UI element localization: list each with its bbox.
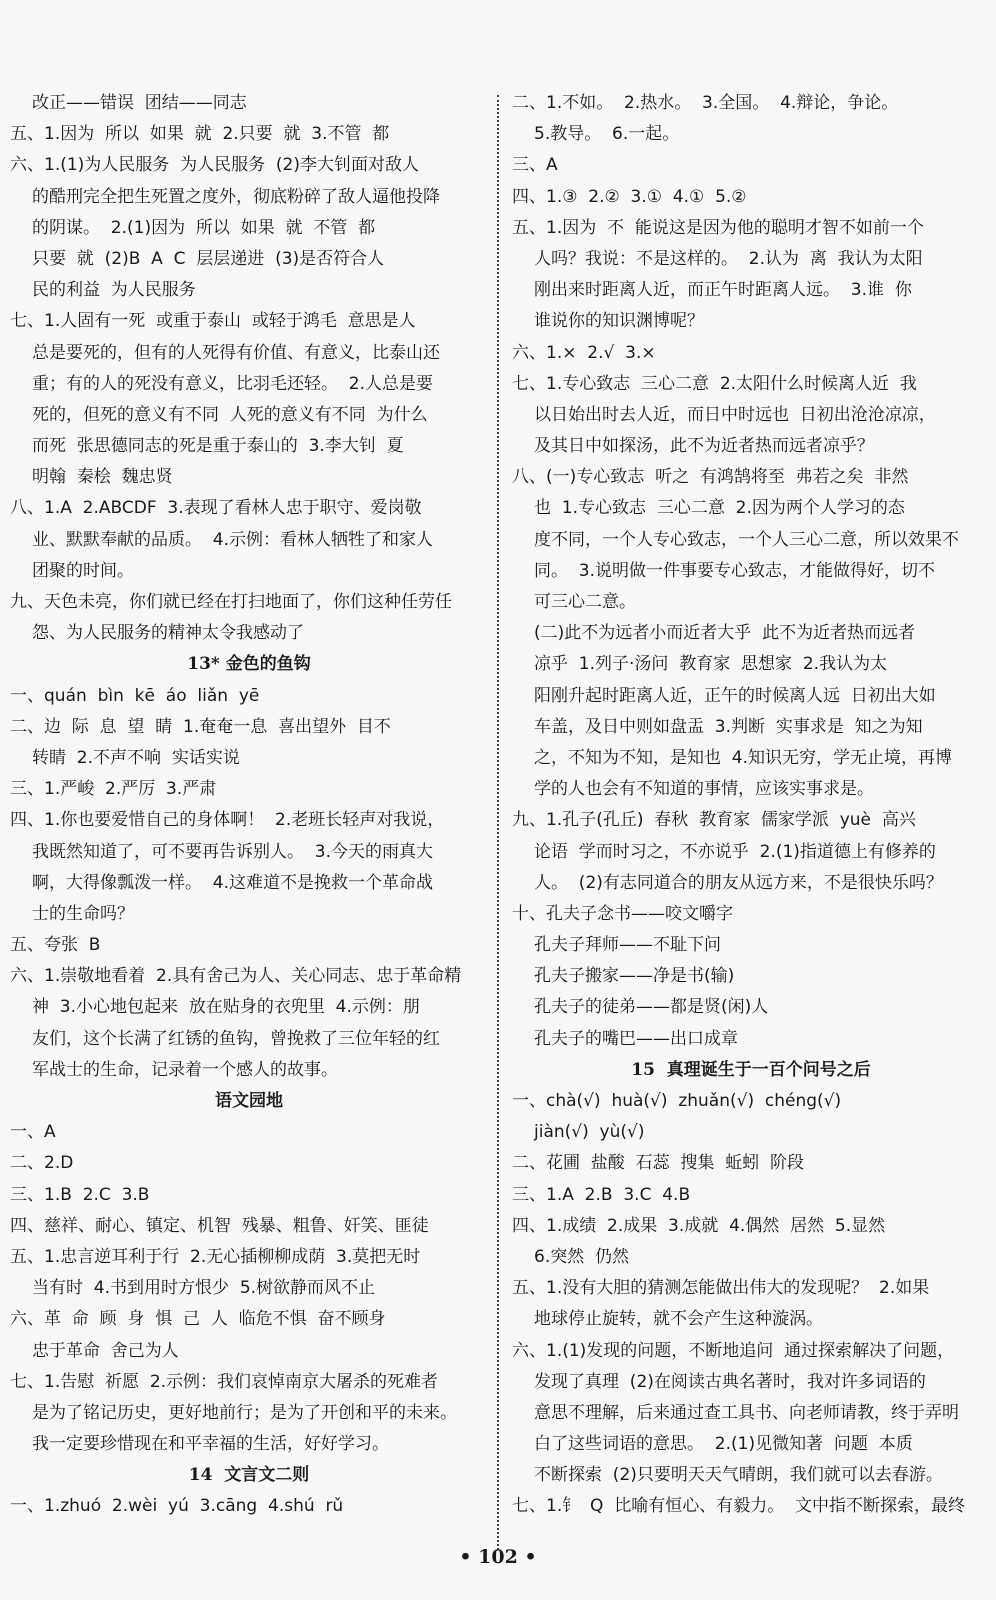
answer-line: 一、A [10,1122,56,1143]
answer-line: 刚出来时距离人近，而正午时距离人远。 3.谁 你 [534,280,912,301]
answer-line: 当有时 4.书到用时方恨少 5.树欲静而风不止 [32,1278,376,1299]
answer-line: 八、1.A 2.ABCDF 3.表现了看林人忠于职守、爱岗敬 [10,498,422,519]
answer-line: 以日始出时去人近，而日中时远也 日初出沧沧凉凉， [534,404,936,425]
answer-line: 十、孔夫子念书——咬文嚼字 [512,903,733,924]
answer-line: 六、革 命 顾 身 惧 己 人 临危不惧 奋不顾身 [10,1309,386,1330]
answer-line: 而死 张思德同志的死是重于泰山的 3.李大钊 夏 [32,436,404,457]
answer-line: 阳刚升起时距离人近，正午的时候离人远 日初出大如 [534,685,936,706]
answer-line: 六、1.(1)为人民服务 为人民服务 (2)李大钊面对敌人 [10,155,419,176]
answer-line: 二、1.不如。 2.热水。 3.全国。 4.辩论，争论。 [512,93,899,113]
answer-line: 明翰 秦桧 魏忠贤 [32,467,173,488]
answer-line: 九、天色未亮，你们就已经在打扫地面了，你们这种任劳任 [10,592,452,612]
answer-line: 孔夫子搬家——净是书(输) [534,966,735,987]
answer-line: 度不同，一个人专心致志，一个人三心二意，所以效果不 [534,529,959,550]
answer-line: 6.突然 仍然 [534,1246,630,1267]
page-number: • 102 • [459,1546,537,1568]
section-title: 语文园地 [215,1091,283,1111]
answer-line: 六、1.(1)发现的问题，不断地追问 通过探索解决了问题， [512,1340,955,1361]
answer-line: 七、1.钅 Q 比喻有恒心、有毅力。 文中指不断探索，最终 [512,1496,966,1517]
answer-line: 业、默默奉献的品质。 4.示例：看林人牺牲了和家人 [32,529,434,550]
answer-line: 5.教导。 6.一起。 [534,124,680,145]
answer-line: 六、1.× 2.√ 3.× [512,342,656,363]
answer-line: 二、2.D [10,1153,74,1174]
answer-line: 二、花圃 盐酸 石蕊 搜集 蚯蚓 阶段 [512,1153,805,1174]
answer-line: 学的人也会有不知道的事情，应该实事求是。 [534,779,874,800]
answer-line: 总是要死的，但有的人死得有价值、有意义，比泰山还 [32,342,440,363]
answer-line: 可三心二意。 [534,592,636,612]
answer-line: 孔夫子的徒弟——都是贤(闲)人 [534,997,769,1018]
answer-line: 我一定要珍惜现在和平幸福的生活，好好学习。 [32,1434,389,1455]
answer-line: 白了这些词语的意思。 2.(1)见微知著 问题 本质 [534,1434,913,1455]
answer-line: 车盖，及日中则如盘盂 3.判断 实事求是 知之为知 [534,716,923,737]
answer-line: 民的利益 为人民服务 [32,280,196,301]
section-title: 13* 金色的鱼钩 [187,654,311,675]
answer-line: 二、边 际 息 望 睛 1.奄奄一息 喜出望外 目不 [10,716,391,737]
answer-line: 一、1.zhuó 2.wèi yú 3.cāng 4.shú rǔ [10,1496,344,1517]
answer-line: jiàn(√) yù(√) [534,1122,645,1143]
answer-line: 九、1.孔子(孔丘) 春秋 教育家 儒家学派 yuè 高兴 [512,810,916,831]
answer-line: 谁说你的知识渊博呢？ [534,311,704,332]
answer-line: 论语 学而时习之，不亦说乎 2.(1)指道德上有修养的 [534,841,936,862]
answer-line: 只要 就 (2)B A C 层层递进 (3)是否符合人 [32,248,385,269]
section-title: 14 文言文二则 [188,1465,310,1486]
answer-line: 发现了真理 (2)在阅读古典名著时，我对许多词语的 [534,1371,926,1392]
answer-line: 重；有的人的死没有意义，比羽毛还轻。 2.人总是要 [32,373,434,394]
answer-line: 啊，大得像瓢泼一样。 4.这难道不是挽救一个革命战 [32,872,434,893]
answer-line: 及其日中如探汤，此不为近者热而远者凉乎？ [534,436,874,457]
answer-line: 的酷刑完全把生死置之度外，彻底粉碎了敌人逼他投降 [32,186,440,207]
answer-line: 三、A [512,155,558,176]
answer-line: 五、1.因为 不 能说这是因为他的聪明才智不如前一个 [512,217,924,238]
answer-line: (二)此不为远者小而近者大乎 此不为近者热而远者 [534,623,916,644]
answer-line: 军战士的生命，记录着一个感人的故事。 [32,1059,338,1080]
answer-line: 之，不知为不知，是知也 4.知识无穷，学无止境，再博 [534,747,953,768]
column-divider [497,95,499,1550]
answer-line: 也 1.专心致志 三心二意 2.因为两个人学习的态 [534,498,905,519]
answer-line: 同。 3.说明做一件事要专心致志，才能做得好，切不 [534,560,936,581]
answer-column-left [10,88,488,1523]
answer-line: 地球停止旋转，就不会产生这种漩涡。 [534,1309,823,1330]
answer-line: 三、1.A 2.B 3.C 4.B [512,1184,691,1205]
answer-line: 不断探索 (2)只要明天天气晴朗，我们就可以去春游。 [534,1465,943,1486]
answer-line: 八、(一)专心致志 听之 有鸿鹄将至 弗若之矣 非然 [512,467,909,488]
answer-line: 神 3.小心地包起来 放在贴身的衣兜里 4.示例：朋 [32,997,420,1018]
answer-line: 四、1.成绩 2.成果 3.成就 4.偶然 居然 5.显然 [512,1215,886,1236]
answer-line: 七、1.专心致志 三心二意 2.太阳什么时候离人近 我 [512,373,917,394]
answer-line: 团聚的时间。 [32,560,134,581]
answer-line: 人。 (2)有志同道合的朋友从远方来，不是很快乐吗？ [534,872,943,893]
answer-line: 人吗？我说：不是这样的。 2.认为 离 我认为太阳 [534,248,923,269]
answer-line: 一、quán bìn kē áo liǎn yē [10,685,260,706]
answer-line: 凉乎 1.列子·汤问 教育家 思想家 2.我认为太 [534,654,888,675]
answer-line: 一、chà(√) huà(√) zhuǎn(√) chéng(√) [512,1091,842,1111]
answer-line: 四、慈祥、耐心、镇定、机智 残暴、粗鲁、奸笑、匪徒 [10,1215,429,1236]
answer-line: 五、夸张 B [10,935,101,956]
answer-line: 意思不理解，后来通过查工具书、向老师请教，终于弄明 [534,1402,959,1423]
answer-line: 三、1.严峻 2.严厉 3.严肃 [10,779,217,800]
answer-line: 四、1.你也要爱惜自己的身体啊！ 2.老班长轻声对我说， [10,810,445,831]
answer-line: 七、1.人固有一死 或重于泰山 或轻于鸿毛 意思是人 [10,311,416,332]
answer-line: 忠于革命 舍己为人 [32,1340,179,1361]
answer-line: 孔夫子拜师——不耻下问 [534,935,721,956]
answer-line: 三、1.B 2.C 3.B [10,1184,150,1205]
answer-line: 五、1.没有大胆的猜测怎能做出伟大的发现呢？ 2.如果 [512,1278,930,1299]
answer-line: 孔夫子的嘴巴——出口成章 [534,1028,738,1049]
answer-column-right [512,88,990,1523]
answer-line: 我既然知道了，可不要再告诉别人。 3.今天的雨真大 [32,841,434,862]
answer-line: 六、1.崇敬地看着 2.具有舍己为人、关心同志、忠于革命精 [10,966,462,987]
answer-line: 七、1.告慰 祈愿 2.示例：我们哀悼南京大屠杀的死难者 [10,1371,439,1392]
answer-line: 改正——错误 团结——同志 [32,93,247,113]
answer-line: 五、1.因为 所以 如果 就 2.只要 就 3.不管 都 [10,124,390,145]
answer-line: 是为了铭记历史，更好地前行；是为了开创和平的未来。 [32,1402,457,1423]
answer-line: 怨、为人民服务的精神太令我感动了 [32,623,304,644]
answer-line: 士的生命吗？ [32,903,134,924]
section-title: 15 真理诞生于一百个问号之后 [631,1059,871,1080]
answer-line: 的阴谋。 2.(1)因为 所以 如果 就 不管 都 [32,217,376,238]
answer-line: 友们，这个长满了红锈的鱼钩，曾挽救了三位年轻的红 [32,1028,440,1049]
answer-line: 转睛 2.不声不响 实话实说 [32,747,240,768]
answer-line: 四、1.③ 2.② 3.① 4.① 5.② [512,186,747,207]
answer-line: 五、1.忠言逆耳利于行 2.无心插柳柳成荫 3.莫把无时 [10,1246,421,1267]
answer-line: 死的，但死的意义有不同 人死的意义有不同 为什么 [32,404,428,425]
